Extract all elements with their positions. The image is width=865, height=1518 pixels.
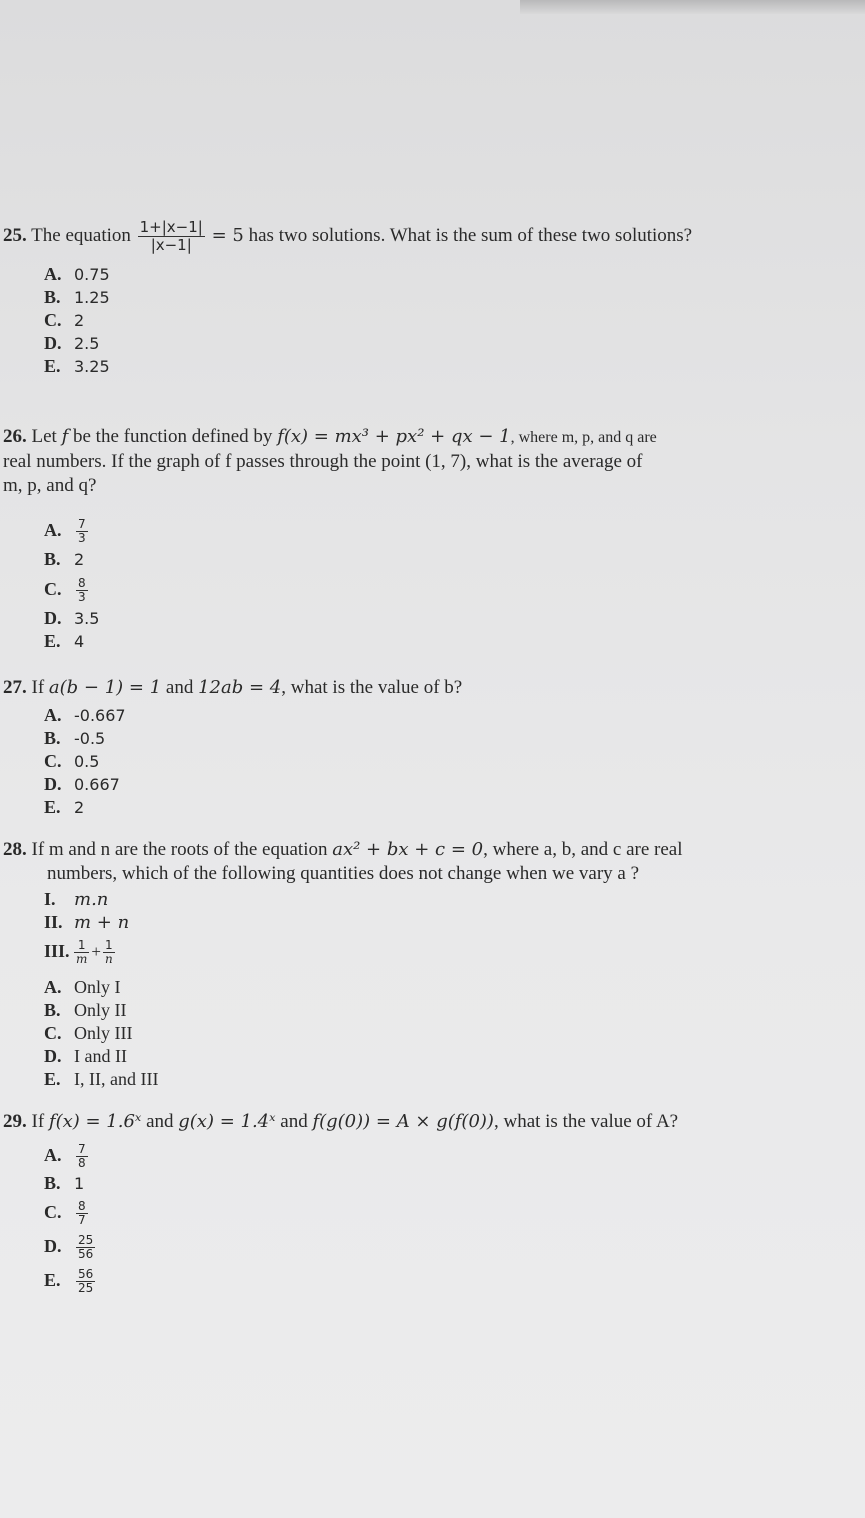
fraction-denominator: 8	[78, 1156, 86, 1171]
question-text: has two solutions. What is the sum of these two solutions?	[248, 224, 693, 246]
options-27	[44, 704, 126, 819]
equation-rhs: = 5	[211, 224, 244, 246]
option[interactable]	[44, 332, 110, 355]
options-26	[44, 512, 99, 653]
option-label: D.	[44, 774, 62, 794]
question-text: Let	[31, 426, 57, 447]
statement	[44, 934, 129, 968]
question-text: If	[31, 1111, 45, 1132]
question-line	[3, 838, 843, 862]
fraction-numerator: 56	[78, 1267, 94, 1282]
question-number: 29.	[3, 1111, 27, 1132]
question-29	[3, 1110, 843, 1134]
fraction-denominator: n	[104, 952, 113, 967]
statement	[44, 911, 129, 934]
option-value: 0.667	[74, 775, 120, 794]
option-value: I and II	[74, 1046, 127, 1066]
option-value: 0.5	[74, 752, 100, 771]
statement-fraction	[74, 939, 89, 966]
option-fraction	[76, 1268, 95, 1295]
question-text: The equation	[31, 224, 131, 246]
option-label: A.	[44, 264, 62, 284]
option[interactable]	[44, 630, 99, 653]
option-value: 1	[74, 1174, 85, 1193]
option[interactable]	[44, 750, 126, 773]
fraction-numerator: 1	[103, 939, 115, 953]
option[interactable]	[44, 773, 126, 796]
question-text: , what is the value of A?	[493, 1111, 679, 1132]
option-value: 4	[74, 632, 85, 651]
option-label: E.	[44, 631, 61, 651]
question-number: 27.	[3, 677, 27, 698]
option-label: E.	[44, 1069, 61, 1089]
option-label: B.	[44, 1000, 61, 1020]
statements-28	[44, 888, 129, 968]
fraction-numerator: 1+|x−1|	[139, 218, 203, 236]
option-label: C.	[44, 310, 62, 330]
option-label: D.	[44, 1046, 62, 1066]
option[interactable]	[44, 1045, 158, 1068]
equation: 12ab = 4	[198, 677, 282, 698]
option-value: -0.667	[74, 706, 126, 725]
option-label: D.	[44, 608, 62, 628]
option[interactable]	[44, 704, 126, 727]
option[interactable]	[44, 512, 99, 548]
question-28	[3, 838, 843, 886]
option[interactable]	[44, 286, 110, 309]
question-number: 28.	[3, 839, 27, 860]
option-label: B.	[44, 1173, 61, 1193]
option-label: B.	[44, 728, 61, 748]
question-text: , where a, b, and c are real	[483, 839, 683, 860]
math-symbol: f	[61, 426, 69, 447]
statement-value: m.n	[74, 889, 109, 910]
question-number: 26.	[3, 426, 27, 447]
question-27	[3, 676, 843, 700]
equation: ax² + bx + c = 0	[332, 839, 484, 860]
option-label: D.	[44, 333, 62, 353]
option-fraction	[76, 518, 88, 545]
fraction-denominator: 56	[78, 1247, 94, 1262]
plus-sign: +	[91, 942, 101, 961]
option-label: A.	[44, 1145, 62, 1165]
fraction-denominator: m	[76, 952, 88, 967]
option-value: Only II	[74, 1000, 127, 1020]
statement-label: II.	[44, 912, 63, 932]
question-text: and	[280, 1111, 308, 1132]
statement	[44, 888, 129, 911]
question-number: 25.	[3, 224, 27, 246]
option-value: 2	[74, 798, 85, 817]
question-text: be the function defined by	[73, 426, 273, 447]
question-line: numbers, which of the following quantities does not change when we vary a ?	[47, 863, 640, 884]
option-label: C.	[44, 751, 62, 771]
statement-label: I.	[44, 889, 56, 909]
fraction-denominator: 3	[78, 590, 86, 605]
option-label: E.	[44, 1270, 61, 1290]
option[interactable]	[44, 999, 158, 1022]
question-line: real numbers. If the graph of f passes through the point (1, 7), what is the average of	[3, 451, 643, 472]
fraction-denominator: |x−1|	[150, 236, 192, 254]
option[interactable]	[44, 976, 158, 999]
option-label: C.	[44, 1202, 62, 1222]
equation: g(x) = 1.4ˣ	[178, 1111, 276, 1132]
option[interactable]	[44, 263, 110, 286]
equation: a(b − 1) = 1	[48, 677, 162, 698]
option-value: 3.5	[74, 609, 100, 628]
option[interactable]	[44, 309, 110, 332]
option-label: A.	[44, 977, 62, 997]
fraction-denominator: 25	[78, 1281, 94, 1296]
question-text: and	[165, 677, 194, 698]
option-label: A.	[44, 705, 62, 725]
question-26	[3, 425, 843, 498]
statement-label: III.	[44, 941, 70, 961]
option[interactable]	[44, 1263, 97, 1297]
fraction-numerator: 7	[78, 1142, 86, 1157]
option-fraction	[76, 1143, 88, 1170]
options-25	[44, 263, 110, 378]
option[interactable]	[44, 1195, 97, 1229]
option-label: B.	[44, 287, 61, 307]
option-label: C.	[44, 579, 62, 599]
option[interactable]	[44, 796, 126, 819]
option-value: -0.5	[74, 729, 106, 748]
fraction-denominator: 7	[78, 1213, 86, 1228]
options-28	[44, 976, 158, 1091]
question-text: If m and n are the roots of the equation	[31, 839, 328, 860]
option[interactable]	[44, 355, 110, 378]
equation-fraction	[138, 219, 205, 254]
option-label: E.	[44, 797, 61, 817]
option-value: 3.25	[74, 357, 110, 376]
statement-fraction	[103, 939, 115, 966]
option-value: 2.5	[74, 334, 100, 353]
question-text: If	[31, 677, 45, 698]
option[interactable]	[44, 1172, 97, 1195]
option-fraction	[76, 1234, 95, 1261]
equation: f(x) = mx³ + px² + qx − 1	[277, 426, 511, 447]
option-value: 2	[74, 311, 85, 330]
option-label: E.	[44, 356, 61, 376]
question-25	[3, 219, 843, 254]
option[interactable]	[44, 548, 99, 571]
question-text: and	[146, 1111, 174, 1132]
option-label: A.	[44, 520, 62, 540]
fraction-numerator: 8	[78, 1199, 86, 1214]
option-value: 1.25	[74, 288, 110, 307]
option[interactable]	[44, 1138, 97, 1172]
option-label: C.	[44, 1023, 62, 1043]
option-fraction	[76, 1200, 88, 1227]
fraction-numerator: 25	[78, 1233, 94, 1248]
option-label: D.	[44, 1236, 62, 1256]
option[interactable]	[44, 607, 99, 630]
option[interactable]	[44, 1068, 158, 1091]
option[interactable]	[44, 1022, 158, 1045]
equation: f(x) = 1.6ˣ	[48, 1111, 142, 1132]
option-value: Only I	[74, 977, 121, 997]
equation: f(g(0)) = A × g(f(0))	[312, 1111, 494, 1132]
fraction-numerator: 8	[78, 576, 86, 591]
option-fraction	[76, 577, 88, 604]
question-line	[3, 425, 843, 450]
option-value: I, II, and III	[74, 1069, 159, 1089]
option[interactable]	[44, 727, 126, 750]
statement-value: m + n	[74, 912, 130, 933]
question-text: , what is the value of b?	[281, 677, 463, 698]
option[interactable]	[44, 1229, 97, 1263]
options-29	[44, 1138, 97, 1297]
question-line: m, p, and q?	[3, 475, 97, 496]
option[interactable]	[44, 571, 99, 607]
option-label: B.	[44, 549, 61, 569]
option-value: 2	[74, 550, 85, 569]
fraction-denominator: 3	[78, 531, 86, 546]
option-value: Only III	[74, 1023, 133, 1043]
option-value: 0.75	[74, 265, 110, 284]
fraction-numerator: 7	[78, 517, 86, 532]
paper-edge-shadow	[520, 0, 865, 14]
fraction-numerator: 1	[74, 939, 89, 953]
question-text: , where m, p, and q are	[510, 429, 657, 446]
